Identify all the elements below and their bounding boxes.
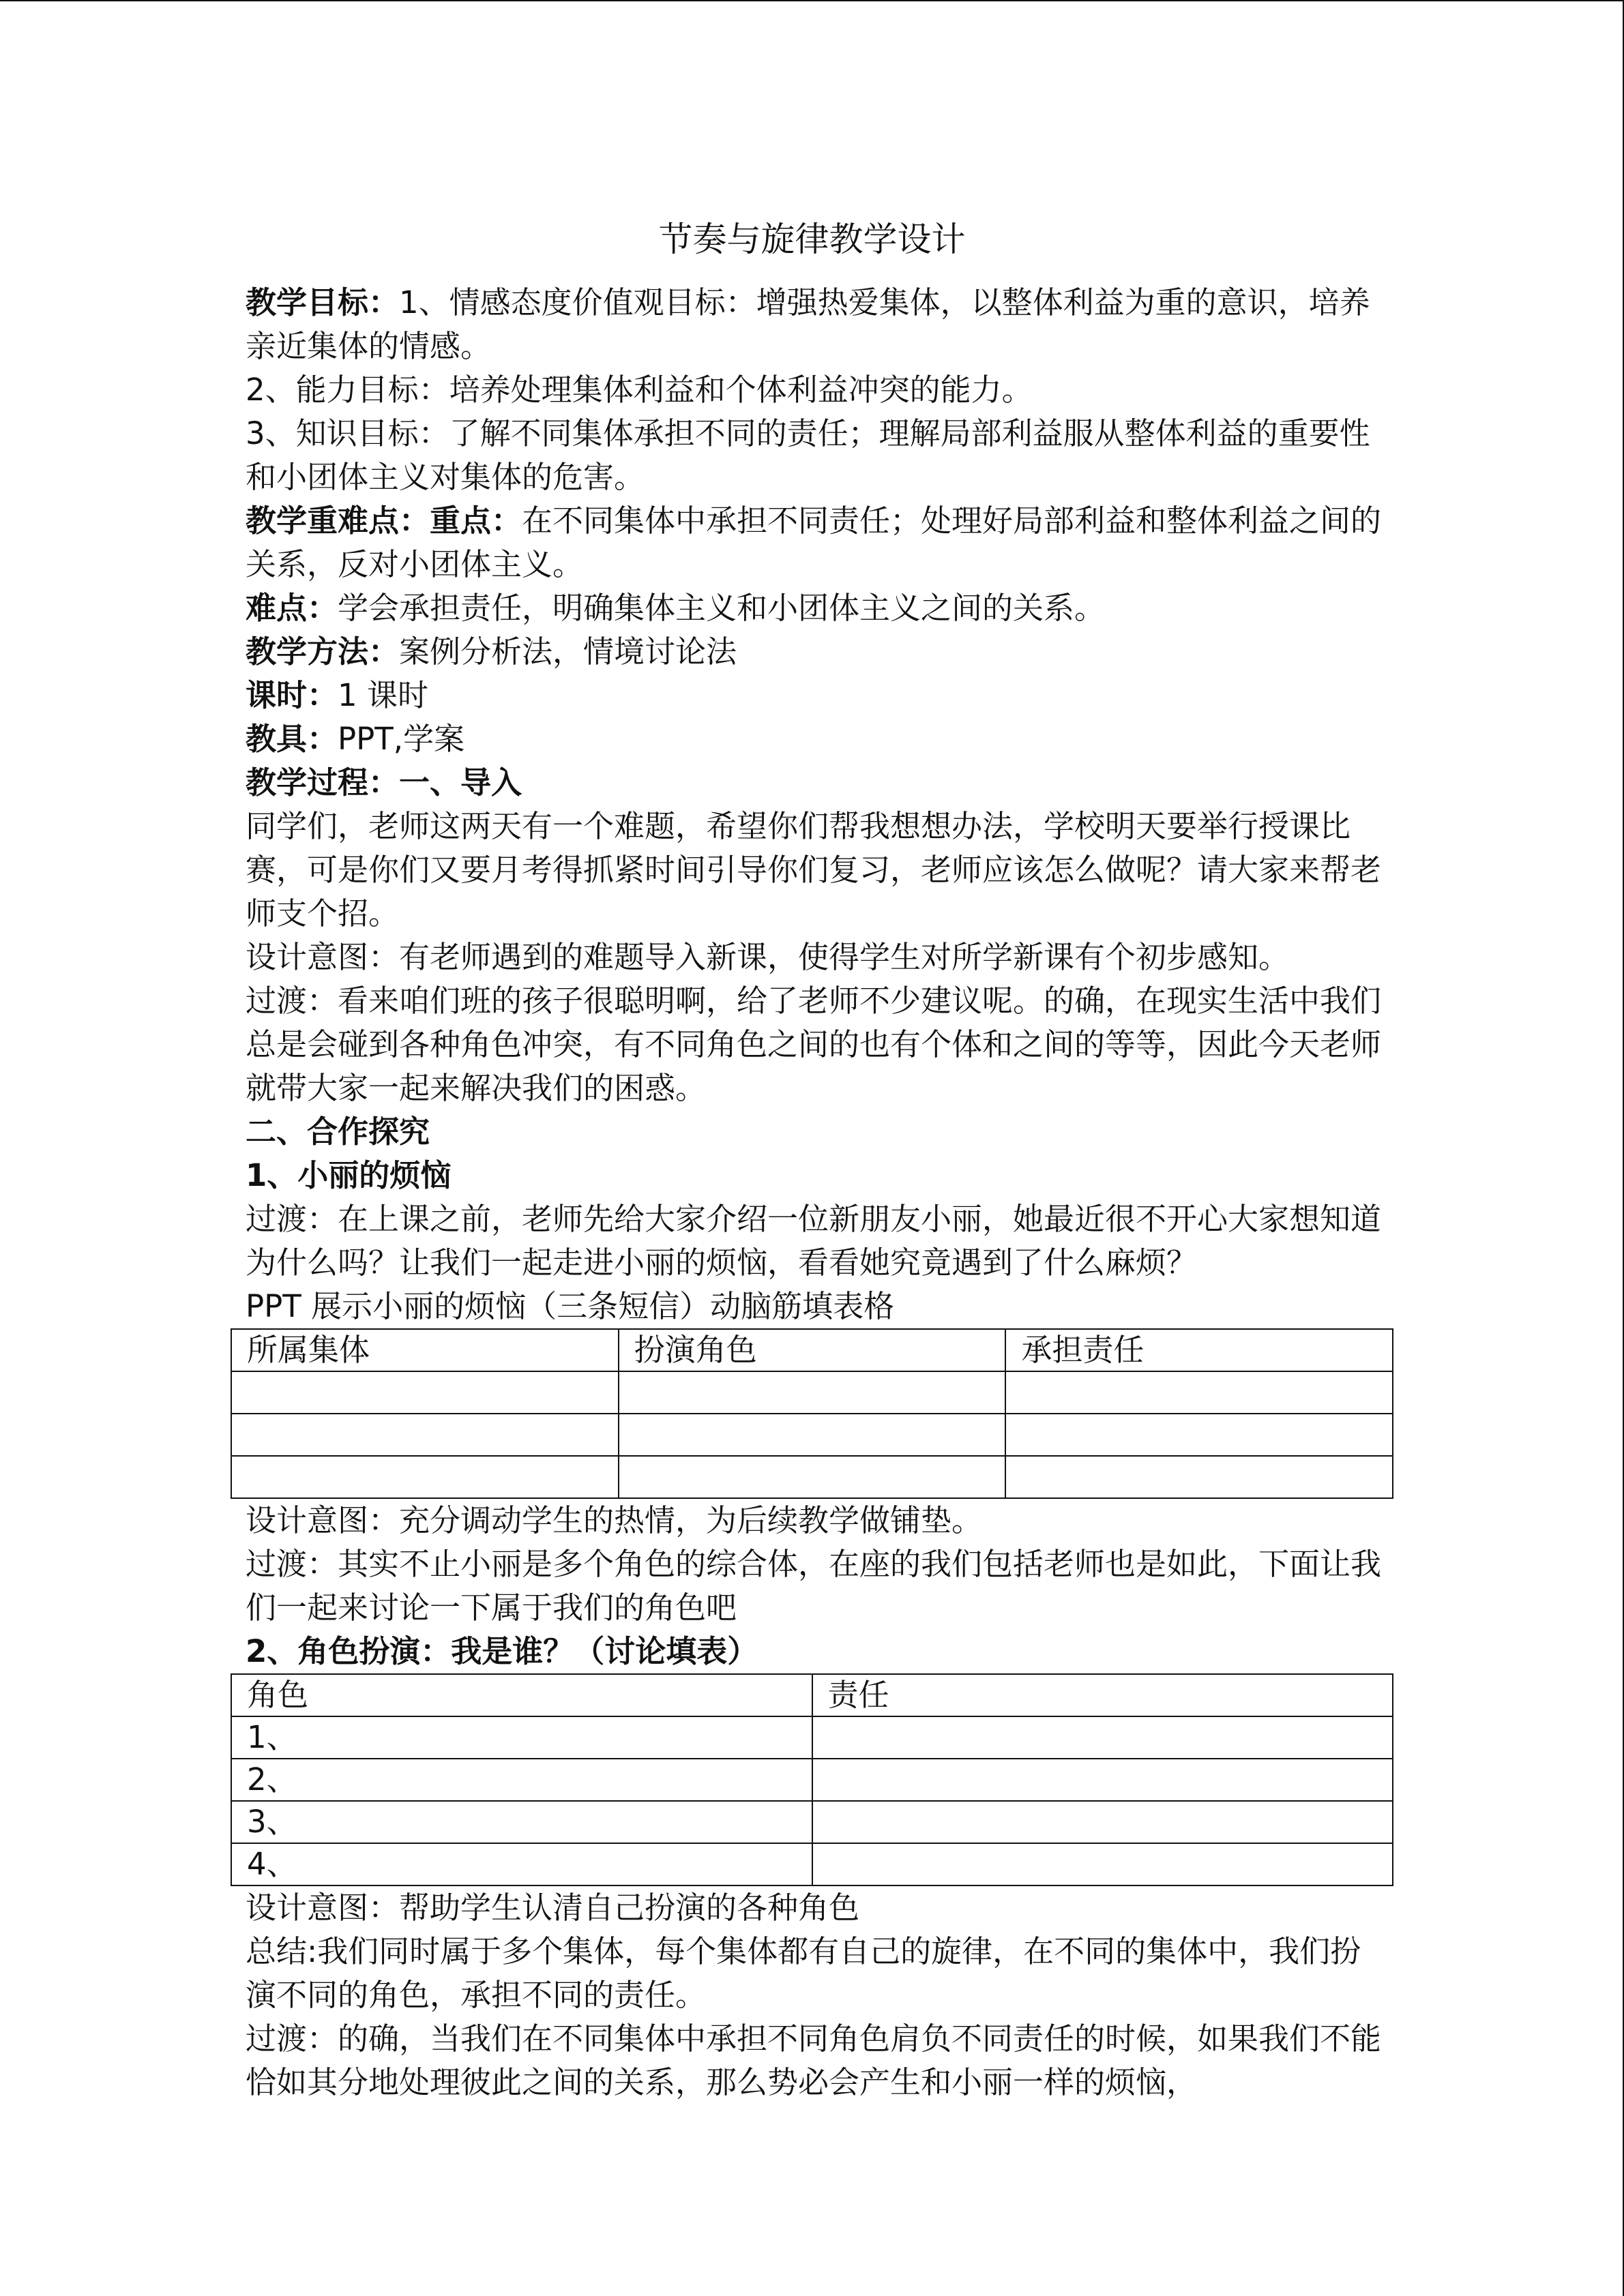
table-row [231, 1843, 1393, 1885]
table-cell[interactable] [812, 1759, 1393, 1801]
table-cell[interactable] [1005, 1414, 1393, 1456]
objectives-item2: 2、能力目标：培养处理集体利益和个体利益冲突的能力。 [246, 372, 1033, 408]
table-header-cell: 承担责任 [1005, 1329, 1393, 1371]
collective-role-table [231, 1328, 1393, 1499]
table-cell[interactable] [619, 1456, 1006, 1498]
subsection-1-heading: 1、小丽的烦恼 [246, 1157, 452, 1193]
design-intent-2: 设计意图：充分调动学生的热情，为后续教学做铺垫。 [246, 1502, 983, 1538]
class-hours: 课时：1 课时 [246, 677, 428, 713]
table-cell: 2、 [231, 1759, 812, 1801]
table-cell[interactable] [231, 1456, 619, 1498]
table-row [231, 1456, 1393, 1498]
table-row [231, 1371, 1393, 1414]
table-row [231, 1759, 1393, 1801]
table-cell: 4、 [231, 1843, 812, 1885]
tools-label: 教具： [246, 721, 338, 757]
table-header-row [231, 1329, 1393, 1371]
table-cell[interactable] [1005, 1456, 1393, 1498]
table-cell: 1、 [231, 1716, 812, 1759]
table-cell[interactable] [619, 1371, 1006, 1414]
hours-label: 课时： [246, 677, 338, 713]
table-header-cell: 所属集体 [231, 1329, 619, 1371]
table-header-cell: 责任 [812, 1674, 1393, 1716]
transition-1: 过渡：看来咱们班的孩子很聪明啊，给了老师不少建议呢。的确，在现实生活中我们总是会碰到各种角色冲突，有不同角色之间的也有个体和之间的等等，因此今天老师就带大家一起来解决我们的困惑。 [246, 983, 1382, 1106]
document-title: 节奏与旋律教学设计 [658, 220, 966, 259]
table-cell[interactable] [812, 1801, 1393, 1843]
section-2-heading: 二、合作探究 [246, 1114, 430, 1150]
intro-paragraph: 同学们，老师这两天有一个难题，希望你们帮我想想办法，学校明天要举行授课比赛，可是你们又要月考得抓紧时间引导你们复习，老师应该怎么做呢？请大家来帮老师支个招。 [246, 808, 1382, 931]
table-cell[interactable] [619, 1414, 1006, 1456]
table-header-cell: 角色 [231, 1674, 812, 1716]
table-cell[interactable] [1005, 1371, 1393, 1414]
role-responsibility-table [231, 1673, 1393, 1886]
table-cell[interactable] [812, 1843, 1393, 1885]
table-cell[interactable] [231, 1371, 619, 1414]
table-cell: 3、 [231, 1801, 812, 1843]
teaching-tools: 教具：PPT,学案 [246, 721, 465, 757]
objectives-item3: 3、知识目标：了解不同集体承担不同的责任；理解局部利益服从整体利益的重要性和小团体主义对集体的危害。 [246, 415, 1370, 495]
table-row [231, 1414, 1393, 1456]
table-header-row [231, 1674, 1393, 1716]
table-row [231, 1716, 1393, 1759]
difficulty-label: 难点： [246, 590, 338, 626]
design-intent-1: 设计意图：有老师遇到的难题导入新课，使得学生对所学新课有个初步感知。 [246, 939, 1290, 975]
objectives-item1: 教学目标：1、情感态度价值观目标：增强热爱集体，以整体利益为重的意识，培养亲近集体的情感。 [246, 284, 1370, 364]
transition-2: 过渡：在上课之前，老师先给大家介绍一位新朋友小丽，她最近很不开心大家想知道为什么吗？让我们一起走进小丽的烦恼，看看她究竟遇到了什么麻烦？ [246, 1201, 1382, 1281]
keypoints: 教学重难点：重点：在不同集体中承担不同责任；处理好局部利益和整体利益之间的关系，反对小团体主义。 [246, 503, 1382, 582]
teaching-method: 教学方法：案例分析法，情境讨论法 [246, 633, 737, 670]
transition-3: 过渡：其实不止小丽是多个角色的综合体，在座的我们包括老师也是如此，下面让我们一起来讨论一下属于我们的角色吧 [246, 1546, 1382, 1626]
document-body [246, 281, 1391, 2104]
process-heading: 教学过程：一、导入 [246, 764, 522, 801]
ppt-line: PPT 展示小丽的烦恼（三条短信）动脑筋填表格 [246, 1288, 895, 1324]
transition-4: 过渡：的确，当我们在不同集体中承担不同角色肩负不同责任的时候，如果我们不能恰如其分地处理彼此之间的关系，那么势必会产生和小丽一样的烦恼， [246, 2021, 1382, 2100]
table-header-cell: 扮演角色 [619, 1329, 1006, 1371]
keypoints-label: 教学重难点：重点： [246, 503, 522, 539]
subsection-2-heading: 2、角色扮演：我是谁？（讨论填表） [246, 1633, 758, 1669]
table-cell[interactable] [812, 1716, 1393, 1759]
table-row [231, 1801, 1393, 1843]
summary: 总结:我们同时属于多个集体，每个集体都有自己的旋律，在不同的集体中，我们扮演不同的角色，承担不同的责任。 [246, 1933, 1361, 2013]
design-intent-3: 设计意图：帮助学生认清自己扮演的各种角色 [246, 1890, 860, 1926]
table-cell[interactable] [231, 1414, 619, 1456]
difficulty: 难点：学会承担责任，明确集体主义和小团体主义之间的关系。 [246, 590, 1106, 626]
method-label: 教学方法： [246, 633, 400, 670]
objectives-label: 教学目标： [246, 284, 400, 320]
